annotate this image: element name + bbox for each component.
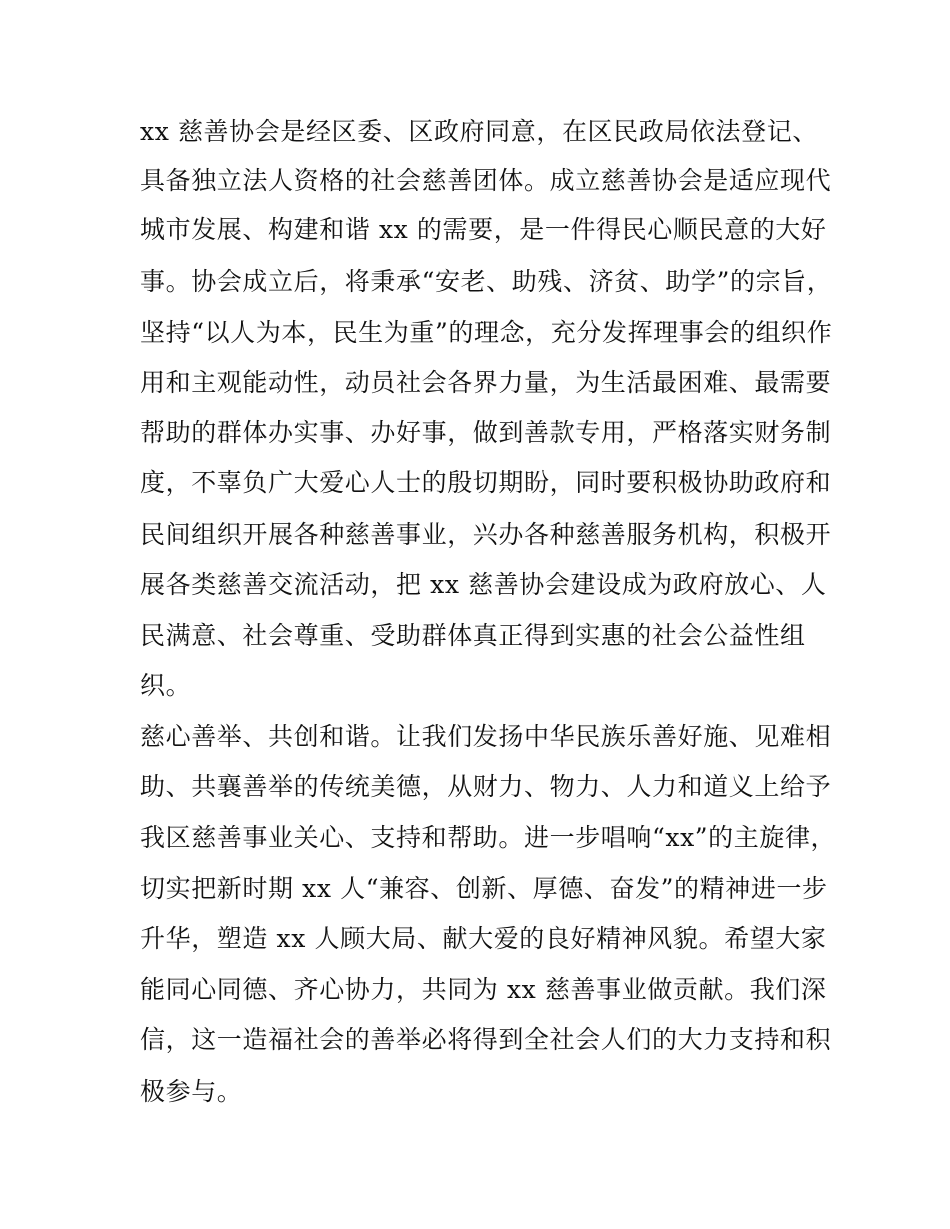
paragraph-line: 民满意、社会尊重、受助群体真正得到实惠的社会公益性组 <box>140 621 806 650</box>
paragraph-line: 慈心善举、共创和谐。让我们发扬中华民族乐善好施、见难相 <box>140 722 832 751</box>
paragraph-line: 用和主观能动性，动员社会各界力量，为生活最困难、最需要 <box>140 368 832 397</box>
paragraph-line: 城市发展、构建和谐 xx 的需要，是一件得民心顺民意的大好 <box>140 215 827 244</box>
paragraph-line: 民间组织开展各种慈善事业，兴办各种慈善服务机构，积极开 <box>140 520 832 549</box>
paragraph-line: 极参与。 <box>140 1077 243 1106</box>
paragraph-line: 织。 <box>140 671 192 700</box>
paragraph-line: 升华，塑造 xx 人顾大局、献大爱的良好精神风貌。希望大家 <box>140 924 827 953</box>
paragraph-line: 度，不辜负广大爱心人士的殷切期盼，同时要积极协助政府和 <box>140 468 832 497</box>
paragraph-line: 帮助的群体办实事、办好事，做到善款专用，严格落实财务制 <box>140 418 832 447</box>
paragraph-line: 能同心同德、齐心协力，共同为 xx 慈善事业做贡献。我们深 <box>140 975 827 1004</box>
paragraph-line: 坚持“以人为本，民生为重”的理念，充分发挥理事会的组织作 <box>140 318 833 347</box>
paragraph-line: 信，这一造福社会的善举必将得到全社会人们的大力支持和积 <box>140 1025 832 1054</box>
paragraph-line: 展各类慈善交流活动，把 xx 慈善协会建设成为政府放心、人 <box>140 570 827 599</box>
paragraph-line: xx 慈善协会是经区委、区政府同意，在区民政局依法登记、 <box>140 117 818 146</box>
paragraph-line: 我区慈善事业关心、支持和帮助。进一步唱响“xx”的主旋律， <box>140 823 837 852</box>
paragraph-line: 具备独立法人资格的社会慈善团体。成立慈善协会是适应现代 <box>140 166 832 195</box>
paragraph-line: 助、共襄善举的传统美德，从财力、物力、人力和道义上给予 <box>140 772 832 801</box>
paragraph-line: 事。协会成立后，将秉承“安老、助残、济贫、助学”的宗旨， <box>140 267 833 296</box>
paragraph-line: 切实把新时期 xx 人“兼容、创新、厚德、奋发”的精神进一步 <box>140 874 828 903</box>
